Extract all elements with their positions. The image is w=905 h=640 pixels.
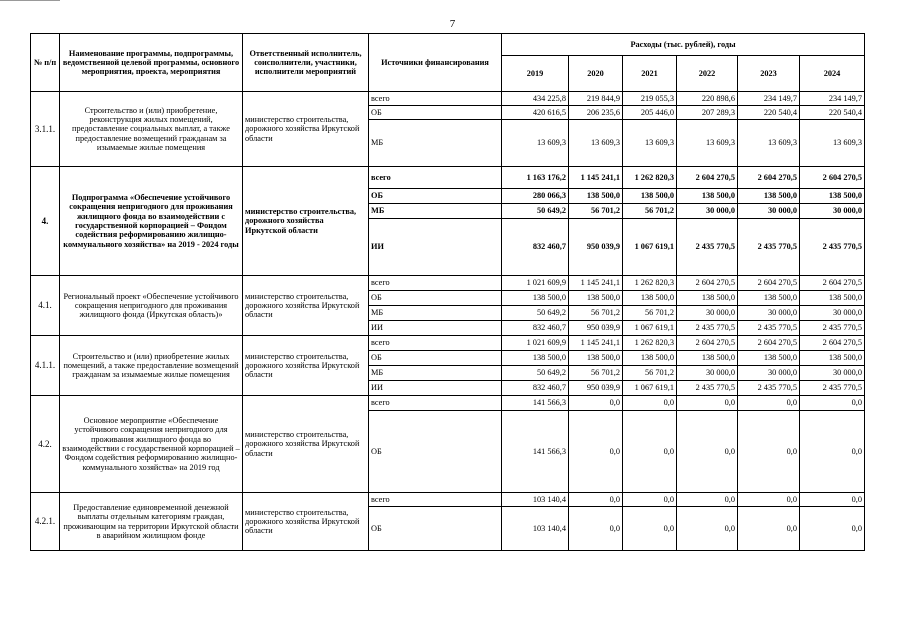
- row-value: 138 500,0: [677, 351, 738, 366]
- row-value: 30 000,0: [677, 366, 738, 381]
- row-value: 2 604 270,5: [677, 336, 738, 351]
- row-value: 234 149,7: [738, 92, 800, 106]
- row-value: 0,0: [623, 507, 677, 551]
- row-code: 4.2.: [31, 396, 60, 493]
- row-value: 220 898,6: [677, 92, 738, 106]
- row-value: 2 604 270,5: [800, 336, 865, 351]
- row-value: 220 540,4: [738, 106, 800, 120]
- row-value: 1 067 619,1: [623, 381, 677, 396]
- row-value: 0,0: [738, 411, 800, 493]
- row-value: 2 435 770,5: [677, 321, 738, 336]
- row-value: 138 500,0: [800, 189, 865, 204]
- table-row: [31, 167, 865, 189]
- row-value: 56 701,2: [623, 366, 677, 381]
- row-value: 207 289,3: [677, 106, 738, 120]
- table-row: [31, 336, 865, 351]
- row-value: 1 021 609,9: [502, 276, 569, 291]
- row-value: 0,0: [677, 493, 738, 507]
- row-name: Строительство и (или) приобретение, реконструкция жилых помещений, предоставление социальных выплат, а также предоставление возмещений гражданам за изымаемые жилые помещения: [60, 92, 243, 167]
- row-value: 56 701,2: [569, 204, 623, 219]
- row-value: 832 460,7: [502, 321, 569, 336]
- row-value: 30 000,0: [738, 366, 800, 381]
- row-value: 50 649,2: [502, 306, 569, 321]
- row-value: 56 701,2: [623, 204, 677, 219]
- row-source: МБ: [369, 204, 502, 219]
- row-value: 0,0: [623, 493, 677, 507]
- row-value: 30 000,0: [677, 306, 738, 321]
- row-value: 1 145 241,1: [569, 167, 623, 189]
- row-value: 0,0: [800, 493, 865, 507]
- table-row: [31, 493, 865, 507]
- row-value: 13 609,3: [502, 120, 569, 167]
- row-value: 138 500,0: [569, 291, 623, 306]
- row-responsible: министерство строительства, дорожного хозяйства Иркутской области: [243, 493, 369, 551]
- row-value: 56 701,2: [569, 306, 623, 321]
- row-value: 2 604 270,5: [800, 167, 865, 189]
- row-value: 832 460,7: [502, 219, 569, 276]
- row-value: 138 500,0: [677, 189, 738, 204]
- row-value: 0,0: [800, 507, 865, 551]
- top-rule: [0, 0, 60, 1]
- row-value: 30 000,0: [738, 204, 800, 219]
- row-name: Подпрограмма «Обеспечение устойчивого сокращения непригодного для проживания жилищного фонда во взаимодействии с государственной корпорацией – Фондом содействия реформированию жилищно-коммунального хозяйства» на 2019 - 2024 годы: [60, 167, 243, 276]
- row-value: 30 000,0: [738, 306, 800, 321]
- row-source: ИИ: [369, 381, 502, 396]
- row-value: 1 145 241,1: [569, 336, 623, 351]
- row-value: 138 500,0: [569, 351, 623, 366]
- row-responsible: министерство строительства, дорожного хозяйства Иркутской области: [243, 92, 369, 167]
- row-value: 0,0: [569, 507, 623, 551]
- row-value: 1 262 820,3: [623, 276, 677, 291]
- row-value: 138 500,0: [738, 189, 800, 204]
- row-code: 4.2.1.: [31, 493, 60, 551]
- row-source: всего: [369, 396, 502, 411]
- row-value: 2 604 270,5: [738, 276, 800, 291]
- row-value: 2 435 770,5: [738, 219, 800, 276]
- header-expenses: Расходы (тыс. рублей), годы: [502, 34, 865, 56]
- row-value: 30 000,0: [800, 204, 865, 219]
- row-source: МБ: [369, 120, 502, 167]
- row-value: 2 604 270,5: [738, 336, 800, 351]
- row-value: 205 446,0: [623, 106, 677, 120]
- row-source: ИИ: [369, 219, 502, 276]
- row-value: 138 500,0: [623, 189, 677, 204]
- row-value: 30 000,0: [677, 204, 738, 219]
- row-value: 1 067 619,1: [623, 219, 677, 276]
- row-value: 1 262 820,3: [623, 167, 677, 189]
- row-value: 2 604 270,5: [738, 167, 800, 189]
- row-value: 138 500,0: [738, 351, 800, 366]
- row-name: Региональный проект «Обеспечение устойчивого сокращения непригодного для проживания жилищного фонда (Иркутская область)»: [60, 276, 243, 336]
- row-value: 2 435 770,5: [738, 381, 800, 396]
- row-name: Предоставление единовременной денежной выплаты отдельным категориям граждан, проживающим на территории Иркутской области в аварийном жилищном фонде: [60, 493, 243, 551]
- row-value: 0,0: [569, 493, 623, 507]
- row-value: 2 435 770,5: [677, 219, 738, 276]
- row-value: 138 500,0: [623, 291, 677, 306]
- row-value: 0,0: [569, 411, 623, 493]
- table-row: [31, 92, 865, 106]
- row-source: всего: [369, 92, 502, 106]
- row-value: 950 039,9: [569, 321, 623, 336]
- header-year: 2019: [502, 56, 569, 92]
- row-value: 138 500,0: [677, 291, 738, 306]
- row-value: 2 604 270,5: [677, 167, 738, 189]
- row-value: 434 225,8: [502, 92, 569, 106]
- row-value: 50 649,2: [502, 204, 569, 219]
- row-value: 220 540,4: [800, 106, 865, 120]
- row-value: 1 262 820,3: [623, 336, 677, 351]
- row-value: 30 000,0: [800, 306, 865, 321]
- header-name: Наименование программы, подпрограммы, ведомственной целевой программы, основного мероприятия, проекта, мероприятия: [60, 34, 243, 92]
- row-code: 4.1.1.: [31, 336, 60, 396]
- row-value: 950 039,9: [569, 381, 623, 396]
- row-value: 1 021 609,9: [502, 336, 569, 351]
- header-num: № п/п: [31, 34, 60, 92]
- table-row: [31, 276, 865, 291]
- row-source: всего: [369, 336, 502, 351]
- row-responsible: министерство строительства, дорожного хозяйства Иркутской области: [243, 167, 369, 276]
- row-name: Основное мероприятие «Обеспечение устойчивого сокращения непригодного для проживания жилищного фонда во взаимодействии с государственной корпорацией – Фондом содействия реформированию жилищно-коммунального хозяйства» на 2019 год: [60, 396, 243, 493]
- row-value: 13 609,3: [738, 120, 800, 167]
- row-code: 4.: [31, 167, 60, 276]
- row-value: 2 435 770,5: [800, 381, 865, 396]
- row-value: 950 039,9: [569, 219, 623, 276]
- row-value: 138 500,0: [800, 351, 865, 366]
- row-value: 2 604 270,5: [800, 276, 865, 291]
- row-source: МБ: [369, 366, 502, 381]
- row-responsible: министерство строительства, дорожного хозяйства Иркутской области: [243, 396, 369, 493]
- row-value: 56 701,2: [623, 306, 677, 321]
- row-value: 2 435 770,5: [738, 321, 800, 336]
- row-code: 3.1.1.: [31, 92, 60, 167]
- row-value: 0,0: [677, 411, 738, 493]
- header-year: 2024: [800, 56, 865, 92]
- row-value: 138 500,0: [502, 351, 569, 366]
- row-value: 2 604 270,5: [677, 276, 738, 291]
- row-source: ОБ: [369, 189, 502, 204]
- header-source: Источники финансирования: [369, 34, 502, 92]
- header-year: 2021: [623, 56, 677, 92]
- row-value: 219 844,9: [569, 92, 623, 106]
- row-source: всего: [369, 276, 502, 291]
- header-year: 2022: [677, 56, 738, 92]
- header-year: 2020: [569, 56, 623, 92]
- row-source: ОБ: [369, 351, 502, 366]
- row-source: ИИ: [369, 321, 502, 336]
- row-value: 2 435 770,5: [677, 381, 738, 396]
- row-value: 13 609,3: [800, 120, 865, 167]
- row-value: 30 000,0: [800, 366, 865, 381]
- row-value: 141 566,3: [502, 411, 569, 493]
- table-row: [31, 396, 865, 411]
- row-source: ОБ: [369, 411, 502, 493]
- row-responsible: министерство строительства, дорожного хозяйства Иркутской области: [243, 276, 369, 336]
- header-responsible: Ответственный исполнитель, соисполнители, участники, исполнители мероприятий: [243, 34, 369, 92]
- row-value: 138 500,0: [738, 291, 800, 306]
- row-responsible: министерство строительства, дорожного хозяйства Иркутской области: [243, 336, 369, 396]
- row-value: 1 163 176,2: [502, 167, 569, 189]
- row-value: 0,0: [738, 493, 800, 507]
- row-value: 206 235,6: [569, 106, 623, 120]
- row-value: 138 500,0: [800, 291, 865, 306]
- row-value: 138 500,0: [502, 291, 569, 306]
- row-value: 13 609,3: [569, 120, 623, 167]
- row-value: 0,0: [738, 396, 800, 411]
- row-source: ОБ: [369, 291, 502, 306]
- page-number: 7: [449, 18, 456, 30]
- row-code: 4.1.: [31, 276, 60, 336]
- row-value: 832 460,7: [502, 381, 569, 396]
- row-source: ОБ: [369, 507, 502, 551]
- row-value: 0,0: [800, 411, 865, 493]
- row-value: 0,0: [677, 507, 738, 551]
- row-value: 0,0: [800, 396, 865, 411]
- row-value: 56 701,2: [569, 366, 623, 381]
- row-value: 50 649,2: [502, 366, 569, 381]
- row-value: 138 500,0: [623, 351, 677, 366]
- row-value: 2 435 770,5: [800, 219, 865, 276]
- row-value: 0,0: [738, 507, 800, 551]
- row-source: МБ: [369, 306, 502, 321]
- row-value: 234 149,7: [800, 92, 865, 106]
- table-body: [31, 92, 865, 551]
- row-value: 0,0: [569, 396, 623, 411]
- row-name: Строительство и (или) приобретение жилых помещений, а также предоставление возмещений гражданам за изымаемые жилые помещения: [60, 336, 243, 396]
- expenses-table: [30, 33, 865, 551]
- row-value: 1 067 619,1: [623, 321, 677, 336]
- row-source: ОБ: [369, 106, 502, 120]
- row-value: 1 145 241,1: [569, 276, 623, 291]
- row-value: 141 566,3: [502, 396, 569, 411]
- row-value: 138 500,0: [569, 189, 623, 204]
- row-value: 13 609,3: [677, 120, 738, 167]
- row-value: 420 616,5: [502, 106, 569, 120]
- row-value: 219 055,3: [623, 92, 677, 106]
- row-value: 103 140,4: [502, 493, 569, 507]
- row-value: 103 140,4: [502, 507, 569, 551]
- row-value: 2 435 770,5: [800, 321, 865, 336]
- header-year: 2023: [738, 56, 800, 92]
- row-value: 13 609,3: [623, 120, 677, 167]
- row-source: всего: [369, 167, 502, 189]
- row-value: 0,0: [623, 411, 677, 493]
- row-value: 280 066,3: [502, 189, 569, 204]
- row-value: 0,0: [623, 396, 677, 411]
- row-value: 0,0: [677, 396, 738, 411]
- row-source: всего: [369, 493, 502, 507]
